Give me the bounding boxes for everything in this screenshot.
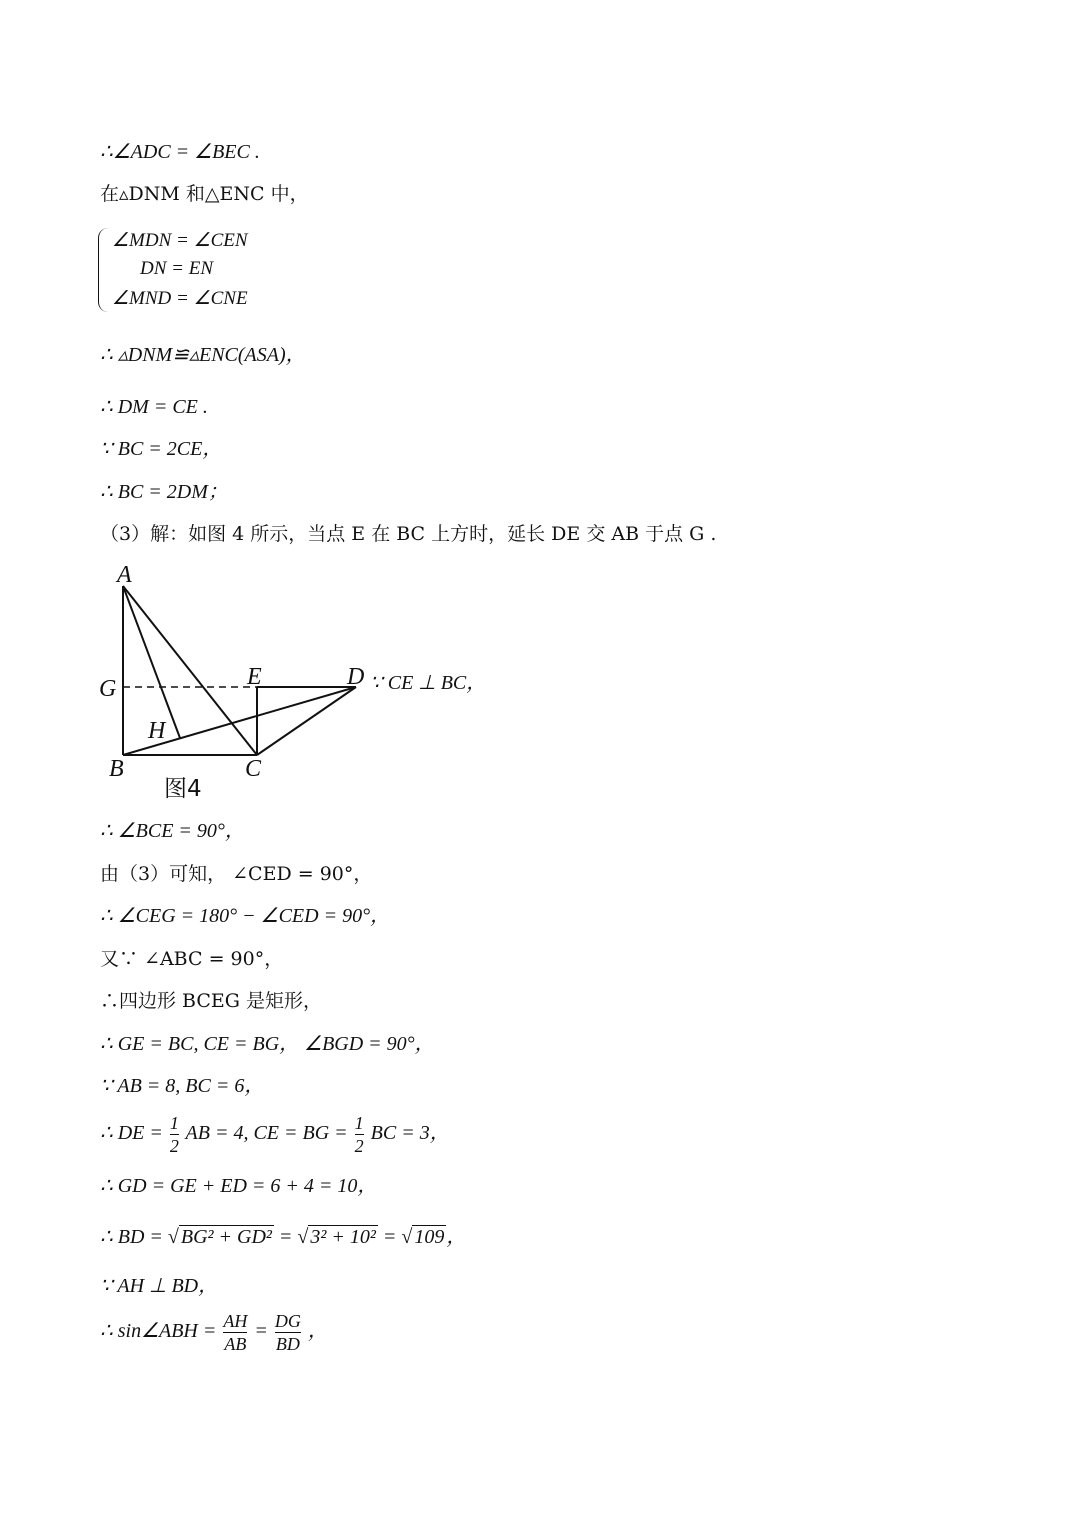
eq16-part-c: BC = 3， — [370, 1122, 450, 1145]
fraction-denominator: AB — [224, 1334, 247, 1354]
segment-CD — [257, 687, 356, 755]
point-label-G: G — [99, 676, 117, 702]
proof-line-9: ∴ ∠BCE = 90°， — [100, 820, 245, 842]
fraction-denominator: BD — [275, 1334, 300, 1354]
point-label-C: C — [245, 756, 262, 782]
system-eq-2: DN = EN — [140, 258, 213, 279]
proof-line-1: ∴∠ADC = ∠BEC . — [100, 141, 260, 163]
proof-line-7: （3）解：如图 4 所示，当点 E 在 BC 上方时，延长 DE 交 AB 于点 G . — [100, 523, 717, 545]
sqrt-radicand-1: BG² + GD² — [180, 1226, 272, 1248]
proof-line-15: ∵ AB = 8, BC = 6， — [100, 1075, 265, 1097]
proof-line-10: 由（3）可知， ∠CED = 90°， — [100, 863, 373, 885]
fraction-numerator: DG — [274, 1311, 301, 1331]
eq16-part-a: ∴ DE = — [100, 1122, 163, 1145]
proof-line-18 — [100, 1224, 466, 1250]
proof-line-16 — [100, 1112, 450, 1157]
eq20-equals: = — [254, 1320, 268, 1343]
proof-line-5: ∵ BC = 2CE， — [100, 438, 223, 460]
eq16-part-b: AB = 4, CE = BG = — [185, 1122, 348, 1145]
eq20-comma: ， — [307, 1320, 328, 1343]
sqrt-symbol: √ — [401, 1226, 413, 1248]
fraction-half-2 — [355, 1112, 364, 1157]
sqrt-radicand-2: 3² + 10² — [310, 1226, 376, 1248]
fraction-numerator: AH — [223, 1311, 248, 1331]
proof-line-11: ∴ ∠CEG = 180° − ∠CED = 90°， — [100, 905, 391, 927]
eq20-part-a: ∴ sin∠ABH = — [100, 1320, 217, 1343]
proof-line-4: ∴ DM = CE . — [100, 396, 208, 418]
proof-line-14: ∴ GE = BC, CE = BG， ∠BGD = 90°， — [100, 1033, 435, 1055]
proof-line-17: ∴ GD = GE + ED = 6 + 4 = 10， — [100, 1175, 378, 1197]
eq18-comma: ， — [446, 1226, 467, 1248]
proof-line-19: ∵ AH ⊥ BD， — [100, 1275, 219, 1297]
fraction-numerator: 1 — [354, 1113, 364, 1133]
system-brace — [98, 228, 109, 312]
system-eq-1: ∠MDN = ∠CEN — [112, 230, 248, 251]
fraction-denominator: 2 — [169, 1136, 179, 1156]
fraction-dg-bd — [275, 1310, 301, 1355]
sqrt-radicand-3: 109 — [414, 1226, 445, 1248]
proof-line-6: ∴ BC = 2DM； — [100, 481, 228, 503]
proof-line-2: 在▵DNM 和△ENC 中， — [100, 183, 309, 205]
fraction-numerator: 1 — [169, 1113, 179, 1133]
point-label-A: A — [117, 562, 132, 588]
point-label-H: H — [148, 718, 166, 744]
sqrt-symbol: √ — [167, 1226, 179, 1248]
fraction-ah-ab — [223, 1310, 247, 1355]
eq18-equals-1: = — [278, 1226, 293, 1248]
segment-AC — [123, 586, 257, 755]
system-eq-3: ∠MND = ∠CNE — [112, 288, 248, 309]
fraction-denominator: 2 — [354, 1136, 364, 1156]
segment-AH — [123, 586, 180, 738]
sqrt-symbol: √ — [297, 1226, 309, 1248]
proof-line-8: ∵ CE ⊥ BC， — [370, 672, 487, 694]
proof-line-12: 又∵ ∠ABC = 90°， — [100, 948, 284, 970]
proof-line-13: ∴四边形 BCEG 是矩形， — [100, 990, 322, 1012]
eq18-equals-2: = — [382, 1226, 397, 1248]
point-label-B: B — [109, 756, 124, 782]
proof-line-3: ∴ ▵DNM≌▵ENC(ASA)， — [100, 344, 306, 366]
point-label-E: E — [247, 664, 262, 690]
figure-caption: 图4 — [164, 776, 202, 802]
point-label-D: D — [347, 664, 365, 690]
fraction-half-1 — [170, 1112, 179, 1157]
proof-line-20 — [100, 1310, 328, 1355]
eq18-part-a: ∴ BD = — [100, 1226, 163, 1248]
